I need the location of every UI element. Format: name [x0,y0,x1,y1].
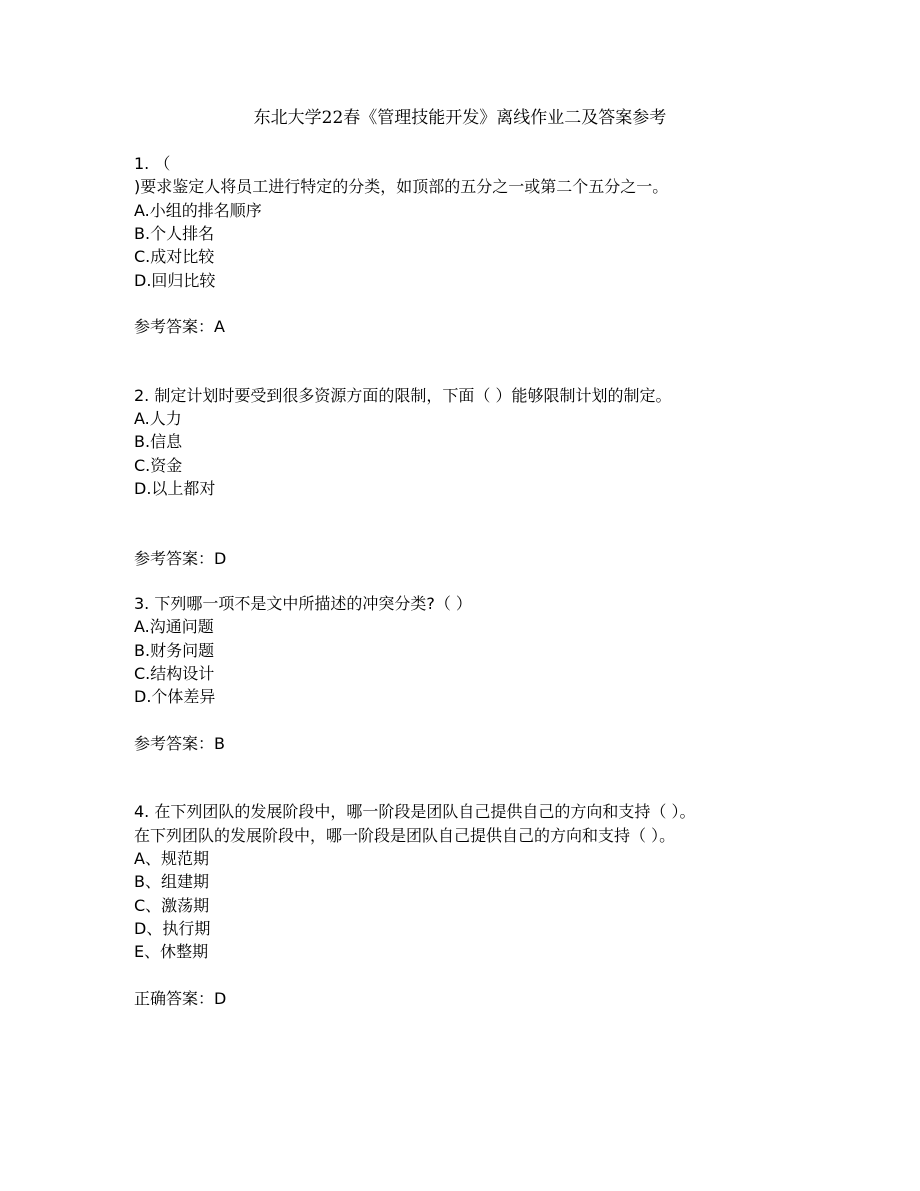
question-1-option-d: D.回归比较 [134,271,216,290]
question-4-option-a: A、规范期 [134,849,209,868]
question-1-option-b: B.个人排名 [134,224,215,243]
question-1-answer: 参考答案：A [134,317,225,336]
question-2-answer: 参考答案：D [134,549,227,568]
question-3-option-c: C.结构设计 [134,664,215,683]
question-3-option-d: D.个体差异 [134,687,216,706]
question-1-option-a: A.小组的排名顺序 [134,201,262,220]
question-2-option-c: C.资金 [134,456,183,475]
document-title: 东北大学22春《管理技能开发》离线作业二及答案参考 [253,108,667,128]
question-4-stem-line-1: 4. 在下列团队的发展阶段中，哪一阶段是团队自己提供自己的方向和支持（ ）。 [134,802,696,821]
question-3-option-b: B.财务问题 [134,641,215,660]
question-4-option-d: D、执行期 [134,919,211,938]
question-4-stem-line-2: 在下列团队的发展阶段中，哪一阶段是团队自己提供自己的方向和支持（ ）。 [134,826,676,845]
question-3-stem-line-1: 3. 下列哪一项不是文中所描述的冲突分类?（ ） [134,594,472,613]
question-1-stem-line-2: )要求鉴定人将员工进行特定的分类，如顶部的五分之一或第二个五分之一。 [134,177,669,196]
question-1-option-c: C.成对比较 [134,247,215,266]
question-2-stem-line-1: 2. 制定计划时要受到很多资源方面的限制，下面（ ）能够限制计划的制定。 [134,386,672,405]
question-2-option-d: D.以上都对 [134,479,216,498]
question-2-option-a: A.人力 [134,409,182,428]
question-4-option-b: B、组建期 [134,872,209,891]
question-1-stem-line-1: 1. （ [134,154,171,173]
question-4-option-e: E、休整期 [134,942,209,961]
question-4-option-c: C、激荡期 [134,896,210,915]
question-4-answer: 正确答案：D [134,989,227,1008]
question-2-option-b: B.信息 [134,432,183,451]
question-3-option-a: A.沟通问题 [134,617,214,636]
question-3-answer: 参考答案：B [134,734,225,753]
